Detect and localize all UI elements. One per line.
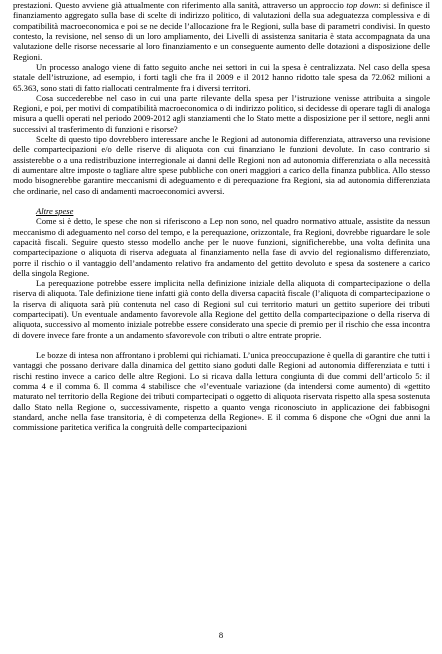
body-text — [13, 0, 430, 433]
paragraph-5: Come si è detto, le spese che non si riferiscono a Lep non sono, nel quadro normativo attuale, assistite da nessun meccanismo di adeguamento nel corso del tempo, e la perequazione, orizzontale, fra Regioni, dovrebbe riguardare le sole capacità fiscali. Seguire questo stesso modello anche per le nuove funzioni, significherebbe, una volta definita una compartecipazione o aliquota di riserva adeguata al finanziamento nella fase di avvio del regionalismo differenziato, porre il rischio o il vantaggio dell’andamento relativo fra andamento del gettito devoluto e spesa da sostenere a carico della singola Regione. — [13, 216, 430, 278]
spacer — [13, 340, 430, 350]
emphasis-top-down: top down — [346, 0, 379, 10]
paragraph-7: Le bozze di intesa non affrontano i problemi qui richiamati. L’unica preoccupazione è quella di garantire che tutti i vantaggi che possano derivare dalla dinamica del gettito siano goduti dalle Regioni ad autonomia differenziata e tutti i rischi restino invece a carico delle altre Regioni. Lo si ricava dalla lettura congiunta di due commi dell’articolo 5: il comma 4 e il comma 6. Il comma 4 stabilisce che «l’eventuale variazione (da intendersi come aumento) di «gettito maturato nel territorio della Regione dei tributi compartecipati o oggetto di aliquota riservata rispetto alla spesa sostenuta dallo Stato nella Regione o, successivamente, rispetto a quanto venga riconosciuto in applicazione dei fabbisogni standard, anche nella fase transitoria, è di competenza della Regione». E il comma 6 dispone che «Ogni due anni la commissione paritetica verifica la congruità delle compartecipazioni — [13, 350, 430, 433]
paragraph-1: prestazioni. Questo avviene già attualmente con riferimento alla sanità, attraverso un approccio top down: si definisce il finanziamento aggregato sulla base di scelte di indirizzo politico, di valutazioni della sua adeguatezza complessiva e di compatibilità macroeconomica e poi se ne decide l’allocazione fra le Regioni, sulla base di parametri condivisi. In questo contesto, la revisione, nel senso di un loro ampliamento, dei Livelli di assistenza sanitaria è stata accompagnata da una valutazione delle risorse necessarie al loro finanziamento e un conseguente aumento delle dotazioni a disposizione delle Regioni. — [13, 0, 430, 62]
spacer — [13, 196, 430, 206]
paragraph-4: Scelte di questo tipo dovrebbero interessare anche le Regioni ad autonomia differenziata, attraverso una revisione delle compartecipazioni e/o delle riserve di aliquota con cui finanziano le funzioni devolute. In caso contrario si assisterebbe o a una redistribuzione interregionale ai danni delle Regioni non ad autonomia differenziata o alla necessità di aumentare altre imposte o tagliare altre spese pubbliche con oneri maggiori a carico della finanza pubblica. Allo stesso modo bisognerebbe garantire meccanismi di adeguamento e di perequazione fra Regioni, sia ad autonomia differenziata che ordinarie, nel caso di andamenti macroeconomici avversi. — [13, 134, 430, 196]
section-heading: Altre spese — [36, 205, 74, 216]
paragraph-6: La perequazione potrebbe essere implicita nella definizione iniziale della aliquota di compartecipazione o della riserva di aliquota. Tale definizione tiene infatti già conto della diversa capacità fiscale (l’aliquota di compartecipazione o la riserva di aliquota sarà più contenuta nel caso di Regioni sul cui territorio maturi un gettito superiore dei tributi compartecipati). Un eventuale andamento favorevole alla Regione del gettito della compartecipazione o della riserva di aliquota, successivo al momento iniziale potrebbe essere considerato una specie di premio per il rischio che essa incontra di dovere invece fare fronte a un andamento sfavorevole con tributi o altre entrate proprie. — [13, 278, 430, 340]
page-number: 8 — [218, 630, 224, 640]
paragraph-3: Cosa succederebbe nel caso in cui una parte rilevante della spesa per l’istruzione venisse attribuita a singole Regioni, e poi, per motivi di compatibilità macroeconomica o di indirizzo politico, si decidesse di operare tagli di analoga misura a quelli operati nel periodo 2009-2012 agli stanziamenti che lo Stato mette a disposizione per il settore, negli anni successivi al trasferimento di funzioni e risorse? — [13, 92, 430, 134]
paragraph-2: Un processo analogo viene di fatto seguito anche nei settori in cui la spesa è centralizzata. Nel caso della spesa statale dell’istruzione, ad esempio, i forti tagli che fra il 2009 e il 2012 hanno ridotto tale spesa da 72.062 milioni a 65.363, sono stati di fatto riallocati centralmente fra i diversi territori. — [13, 61, 430, 93]
